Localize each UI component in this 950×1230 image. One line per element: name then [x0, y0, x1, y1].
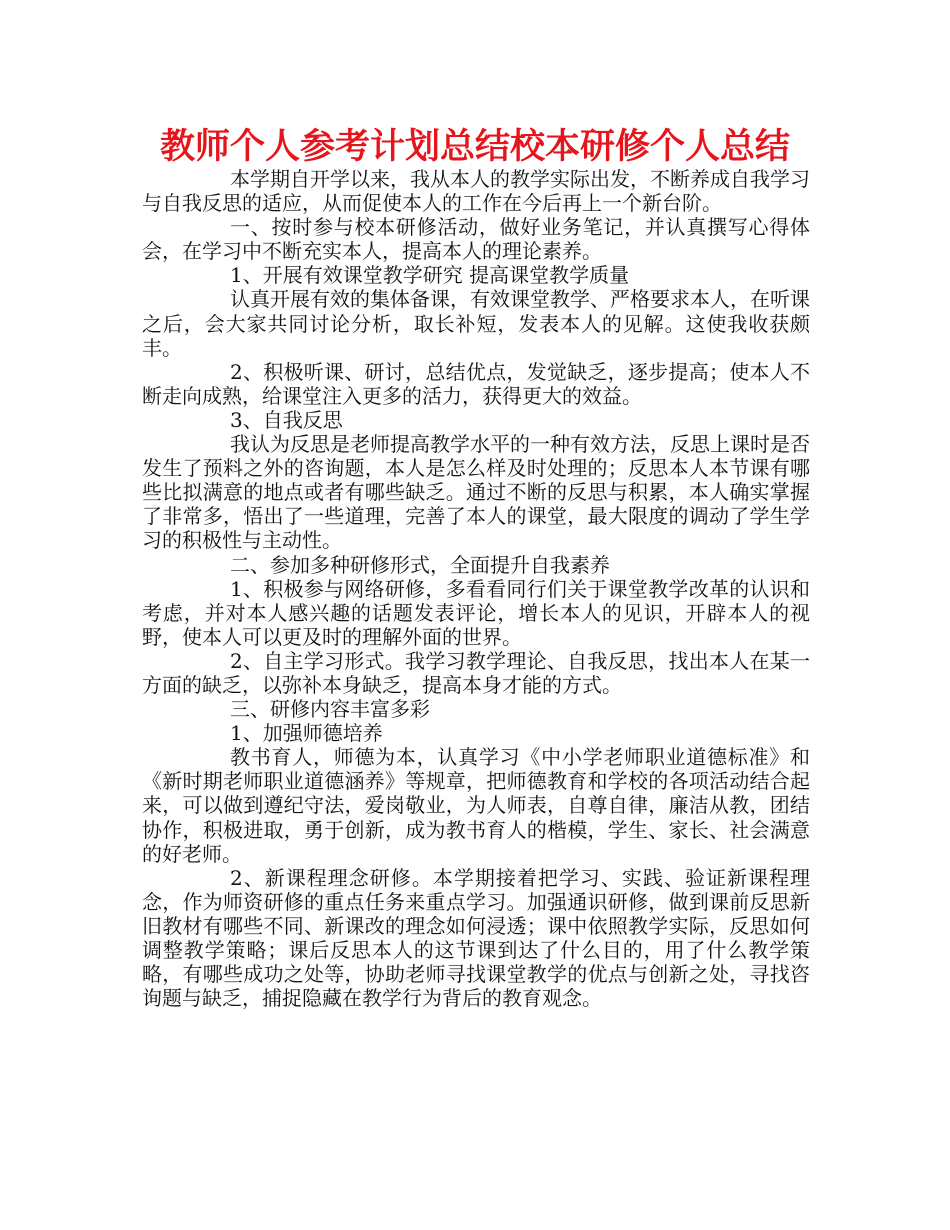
paragraph: 1、积极参与网络研修，多看看同行们关于课堂教学改革的认识和考虑，并对本人感兴趣的话题发表评论，增长本人的见识，开辟本人的视野，使本人可以更及时的理解外面的世界。 — [142, 576, 810, 649]
document-body — [142, 167, 810, 1010]
paragraph: 教书育人，师德为本，认真学习《中小学老师职业道德标准》和《新时期老师职业道德涵养》等规章，把师德教育和学校的各项活动结合起来，可以做到遵纪守法，爱岗敬业，为人师表，自尊自律，廉洁从教，团结协作，积极进取，勇于创新，成为教书育人的楷模，学生、家长、社会满意的好老师。 — [142, 745, 810, 866]
paragraph: 一、按时参与校本研修活动，做好业务笔记，并认真撰写心得体会，在学习中不断充实本人，提高本人的理论素养。 — [142, 215, 810, 264]
paragraph: 1、开展有效课堂教学研究 提高课堂教学质量 — [230, 263, 630, 288]
paragraph: 2、新课程理念研修。本学期接着把学习、实践、验证新课程理念，作为师资研修的重点任务来重点学习。加强通识研修，做到课前反思新旧教材有哪些不同、新课改的理念如何浸透；课中依照教学实际，反思如何调整教学策略；课后反思本人的这节课到达了什么目的，用了什么教学策略，有哪些成功之处等，协助老师寻找课堂教学的优点与创新之处，寻找咨询题与缺乏，捕捉隐藏在教学行为背后的教育观念。 — [142, 865, 810, 1011]
paragraph: 3、自我反思 — [230, 407, 343, 432]
paragraph: 认真开展有效的集体备课，有效课堂教学、严格要求本人，在听课之后，会大家共同讨论分析，取长补短，发表本人的见解。这使我收获颇丰。 — [142, 287, 810, 360]
document-title: 教师个人参考计划总结校本研修个人总结 — [159, 127, 790, 167]
paragraph: 本学期自开学以来，我从本人的教学实际出发，不断养成自我学习与自我反思的适应，从而促使本人的工作在今后再上一个新台阶。 — [142, 167, 810, 216]
paragraph: 1、加强师德培养 — [230, 721, 383, 746]
paragraph: 三、研修内容丰富多彩 — [230, 697, 430, 722]
paragraph: 我认为反思是老师提高教学水平的一种有效方法，反思上课时是否发生了预料之外的咨询题，本人是怎么样及时处理的；反思本人本节课有哪些比拟满意的地点或者有哪些缺乏。通过不断的反思与积累，本人确实掌握了非常多，悟出了一些道理，完善了本人的课堂，最大限度的调动了学生学习的积极性与主动性。 — [142, 432, 810, 553]
paragraph: 二、参加多种研修形式，全面提升自我素养 — [230, 552, 610, 577]
paragraph: 2、积极听课、研讨，总结优点，发觉缺乏，逐步提高；使本人不断走向成熟，给课堂注入更多的活力，获得更大的效益。 — [142, 359, 810, 408]
paragraph: 2、自主学习形式。我学习教学理论、自我反思，找出本人在某一方面的缺乏，以弥补本身缺乏，提高本身才能的方式。 — [142, 648, 810, 697]
